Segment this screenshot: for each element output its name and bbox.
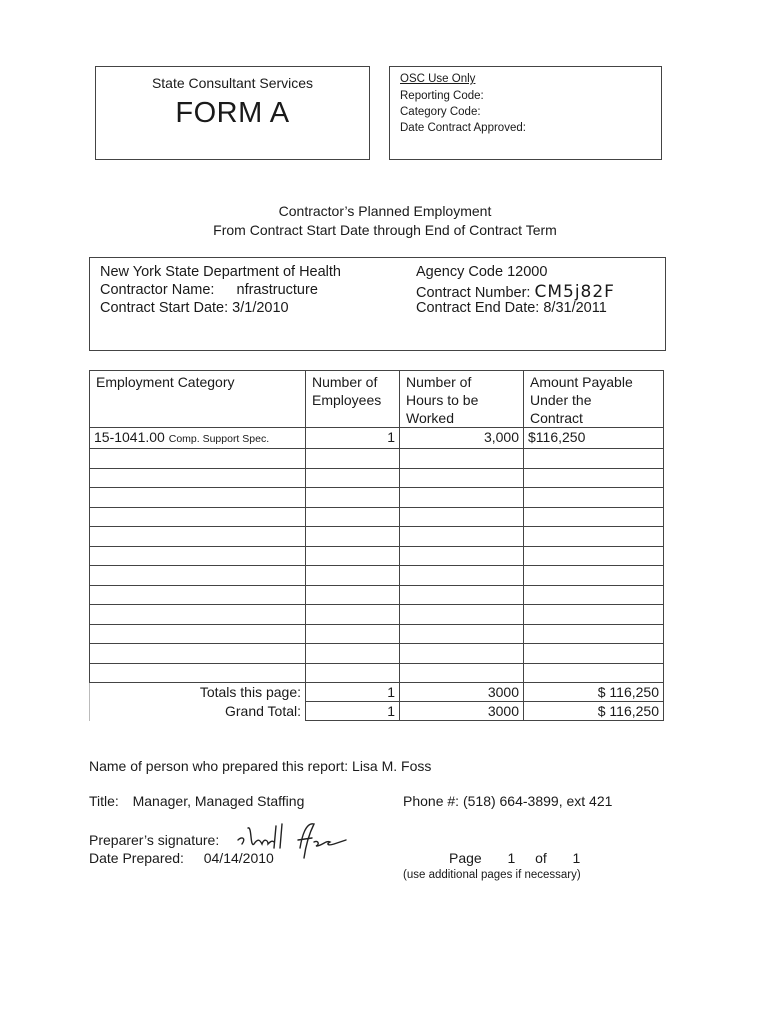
agency-info-box <box>89 257 666 351</box>
contract-number-row <box>416 282 615 302</box>
totals-row <box>90 683 664 702</box>
grand-hours: 3000 <box>400 702 524 721</box>
table-row <box>90 605 664 625</box>
contract-end-row <box>416 300 607 316</box>
row-category-desc: Comp. Support Spec. <box>168 433 270 445</box>
row-category <box>90 428 306 449</box>
table-row <box>90 644 664 664</box>
contract-start-value: 3/1/2010 <box>232 300 289 316</box>
row-category-code: 15-1041.00 <box>94 429 165 445</box>
document-subtitle: From Contract Start Date through End of Contract Term <box>213 222 557 238</box>
page-total: 1 <box>572 850 581 866</box>
row-amount: $116,250 <box>524 428 664 449</box>
contractor-name-label: Contractor Name: <box>100 282 215 298</box>
department-name: New York State Department of Health <box>100 264 341 280</box>
table-row <box>90 428 664 449</box>
page-note: (use additional pages if necessary) <box>403 869 581 881</box>
agency-code-label: Agency Code <box>416 264 504 280</box>
grand-total-row <box>90 702 664 721</box>
totals-amount: $ 116,250 <box>524 683 664 702</box>
page-of: of <box>535 850 547 866</box>
col-header-amount: Amount Payable Under the Contract <box>524 371 664 428</box>
agency-code-value: 12000 <box>507 264 548 280</box>
osc-heading: OSC Use Only <box>400 73 476 85</box>
contract-start-label: Contract Start Date: <box>100 300 229 316</box>
date-approved-label: Date Contract Approved: <box>400 122 526 134</box>
col-header-employees: Number of Employees <box>306 371 400 428</box>
preparer-row <box>89 758 431 774</box>
table-row <box>90 488 664 508</box>
grand-employees: 1 <box>306 702 400 721</box>
table-row <box>90 546 664 566</box>
contract-number-label: Contract Number: <box>416 285 531 301</box>
date-prepared-value: 04/14/2010 <box>203 850 274 866</box>
phone-value: (518) 664-3899, ext 421 <box>462 793 613 809</box>
grand-total-label: Grand Total: <box>90 702 306 721</box>
contract-number-value: CM5j82F <box>534 282 615 302</box>
page-label: Page <box>449 850 482 866</box>
title-row <box>89 793 304 809</box>
row-employees: 1 <box>306 428 400 449</box>
totals-employees: 1 <box>306 683 400 702</box>
col-header-category: Employment Category <box>90 371 306 428</box>
phone-label: Phone #: <box>403 793 460 809</box>
totals-label: Totals this page: <box>90 683 306 702</box>
form-title: FORM A <box>175 97 290 129</box>
date-prepared-label: Date Prepared: <box>89 850 184 866</box>
header-subtitle: State Consultant Services <box>151 75 314 91</box>
table-row <box>90 449 664 469</box>
table-row <box>90 624 664 644</box>
table-header-row <box>90 371 664 428</box>
document-title: Contractor’s Planned Employment <box>278 203 492 219</box>
page-indicator <box>449 850 580 866</box>
form-header-box <box>95 66 370 160</box>
row-hours: 3,000 <box>400 428 524 449</box>
preparer-label: Name of person who prepared this report: <box>89 758 349 774</box>
title-label: Title: <box>89 793 119 809</box>
employment-table <box>89 370 664 721</box>
date-prepared-row <box>89 850 274 866</box>
grand-amount: $ 116,250 <box>524 702 664 721</box>
osc-use-box <box>389 66 662 160</box>
table-row <box>90 585 664 605</box>
signature-label: Preparer’s signature: <box>89 832 220 848</box>
table-row <box>90 566 664 586</box>
table-row <box>90 527 664 547</box>
category-code-label: Category Code: <box>400 106 481 118</box>
contract-end-label: Contract End Date: <box>416 300 540 316</box>
phone-row <box>403 793 612 809</box>
contractor-name-row <box>100 282 318 298</box>
table-row <box>90 663 664 683</box>
table-row <box>90 468 664 488</box>
contract-end-value: 8/31/2011 <box>543 300 607 316</box>
contract-start-row <box>100 300 289 316</box>
page-number: 1 <box>507 850 516 866</box>
contractor-name-value: nfrastructure <box>236 282 318 298</box>
agency-code-row <box>416 264 547 280</box>
preparer-name: Lisa M. Foss <box>352 758 432 774</box>
title-value: Manager, Managed Staffing <box>132 793 305 809</box>
col-header-hours: Number of Hours to be Worked <box>400 371 524 428</box>
table-row <box>90 507 664 527</box>
totals-hours: 3000 <box>400 683 524 702</box>
reporting-code-label: Reporting Code: <box>400 90 484 102</box>
